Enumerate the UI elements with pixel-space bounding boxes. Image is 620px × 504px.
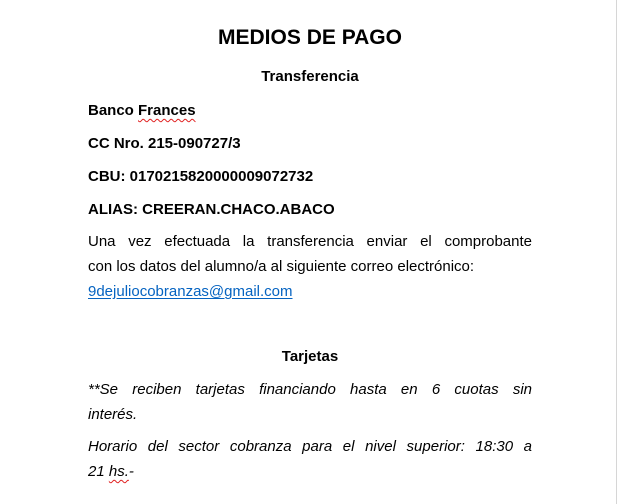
alias-line: ALIAS: CREERAN.CHACO.ABACO <box>88 201 335 218</box>
page-edge <box>616 0 617 504</box>
schedule-suffix: - <box>128 463 134 480</box>
bank-line <box>88 101 532 121</box>
bank-prefix: Banco <box>88 102 139 119</box>
instruction-line-1: Una vez efectuada la transferencia enviar el comprobante <box>88 233 532 250</box>
bank-name: Frances <box>138 102 196 119</box>
schedule-hours-word: hs. <box>108 463 129 480</box>
cards-note-line-2: interés. <box>88 406 138 423</box>
instruction-line-2: con los datos del alumno/a al siguiente correo electrónico: <box>88 258 475 275</box>
account-line: CC Nro. 215-090727/3 <box>88 135 241 152</box>
email-line <box>88 282 532 302</box>
schedule-line-2 <box>88 462 532 482</box>
transfer-heading: Transferencia <box>261 68 359 85</box>
schedule-line-1: Horario del sector cobranza para el nivel superior: 18:30 a <box>88 438 532 455</box>
cbu-line: CBU: 0170215820000009072732 <box>88 168 314 185</box>
cards-note-line-1: **Se reciben tarjetas financiando hasta en 6 cuotas sin <box>88 381 532 398</box>
cards-heading: Tarjetas <box>281 348 339 365</box>
schedule-hour: 21 <box>88 463 109 480</box>
document-title: MEDIOS DE PAGO <box>218 26 402 49</box>
email-link[interactable]: 9dejuliocobranzas@gmail.com <box>88 283 293 300</box>
